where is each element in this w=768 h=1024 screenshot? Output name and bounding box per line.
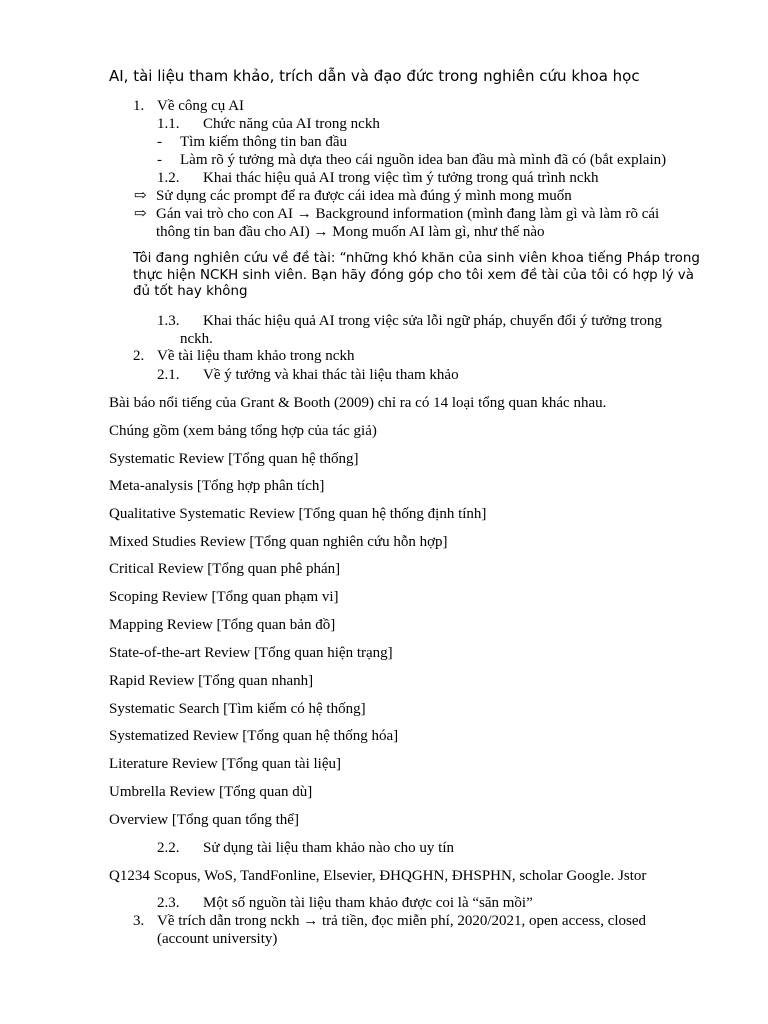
section-heading [157,912,646,930]
review-type-item: Qualitative Systematic Review [Tổng quan hệ thống định tính] [109,506,487,522]
paragraph: Chúng gồm (xem bảng tổng hợp của tác giả) [109,423,377,439]
subsection-number: 1.2. [157,170,180,186]
subsection-heading: Về ý tưởng và khai thác tài liệu tham khảo [203,367,459,383]
review-type-item: Rapid Review [Tổng quan nhanh] [109,673,314,689]
right-arrow-icon: → [303,913,319,929]
list-item-continuation [156,223,545,241]
list-item: Làm rõ ý tưởng mà dựa theo cái nguồn idea ban đầu mà mình đã có (bắt explain) [180,152,667,168]
list-item: Sử dụng các prompt để ra được cái idea mà đúng ý mình mong muốn [156,188,572,204]
section-number: 3. [133,913,145,929]
section-heading: Về công cụ AI [157,98,245,114]
document-title: AI, tài liệu tham khảo, trích dẫn và đạo đức trong nghiên cứu khoa học [109,67,640,85]
right-arrow-icon: → [296,206,312,222]
list-item: Tìm kiếm thông tin ban đầu [180,134,348,150]
review-type-item: Critical Review [Tổng quan phê phán] [109,561,341,577]
dash-bullet: - [157,152,162,168]
paragraph: Bài báo nổi tiếng của Grant & Booth (2009) chỉ ra có 14 loại tổng quan khác nhau. [109,395,607,411]
subsection-heading: Khai thác hiệu quả AI trong việc sửa lỗi ngữ pháp, chuyển đổi ý tưởng trong [203,313,662,329]
review-type-item: Systematic Search [Tìm kiếm có hệ thống] [109,701,366,717]
right-arrow-icon: → [313,224,329,240]
prompt-example: Tôi đang nghiên cứu về đề tài: “những khó khăn của sinh viên khoa tiếng Pháp trong thực hiện NCKH sinh viên. Bạn hãy đóng góp cho tôi xem đề tài của tôi có hợp lý và đủ tốt hay không [133,251,700,299]
review-type-item: State-of-the-art Review [Tổng quan hiện trạng] [109,645,393,661]
subsection-number: 2.1. [157,367,180,383]
review-type-item: Literature Review [Tổng quan tài liệu] [109,756,341,772]
list-item-text: Mong muốn AI làm gì, như thế nào [332,224,545,240]
review-type-item: Mixed Studies Review [Tổng quan nghiên cứu hỗn hợp] [109,534,448,550]
list-item-text: Background information (mình đang làm gì và làm rõ cái [315,206,660,222]
list-item-text: Gán vai trò cho con AI [156,206,294,222]
subsection-number: 2.3. [157,895,180,911]
subsection-number: 1.1. [157,116,180,132]
subsection-number: 1.3. [157,313,180,329]
arrow-bullet-icon: ⇨ [134,188,147,204]
list-item-text: thông tin ban đầu cho AI) [156,224,310,240]
review-type-item: Meta-analysis [Tổng hợp phân tích] [109,478,325,494]
section-number: 2. [133,348,145,364]
review-type-item: Scoping Review [Tổng quan phạm vi] [109,589,339,605]
subsection-heading: Sử dụng tài liệu tham khảo nào cho uy tín [203,840,455,856]
dash-bullet: - [157,134,162,150]
list-item [156,205,659,223]
paragraph: Q1234 Scopus, WoS, TandFonline, Elsevier, ĐHQGHN, ĐHSPHN, scholar Google. Jstor [109,868,647,884]
review-type-item: Mapping Review [Tổng quan bản đồ] [109,617,336,633]
arrow-bullet-icon: ⇨ [134,206,147,222]
review-type-item: Systematized Review [Tổng quan hệ thống hóa] [109,728,399,744]
subsection-heading: Chức năng của AI trong nckh [203,116,380,132]
subsection-heading-continuation: nckh. [180,331,213,347]
section-heading-text: trả tiền, đọc miễn phí, 2020/2021, open access, closed [321,913,647,929]
section-heading: Về tài liệu tham khảo trong nckh [157,348,355,364]
section-heading-text: Về trích dẫn trong nckh [157,913,300,929]
subsection-number: 2.2. [157,840,180,856]
review-type-item: Umbrella Review [Tổng quan dù] [109,784,313,800]
subsection-heading: Khai thác hiệu quả AI trong việc tìm ý tưởng trong quá trình nckh [203,170,599,186]
section-number: 1. [133,98,145,114]
review-type-item: Overview [Tổng quan tổng thể] [109,812,299,828]
section-heading-continuation: (account university) [157,931,278,947]
review-type-item: Systematic Review [Tổng quan hệ thống] [109,451,359,467]
subsection-heading: Một số nguồn tài liệu tham khảo được coi là “săn mồi” [203,895,533,911]
